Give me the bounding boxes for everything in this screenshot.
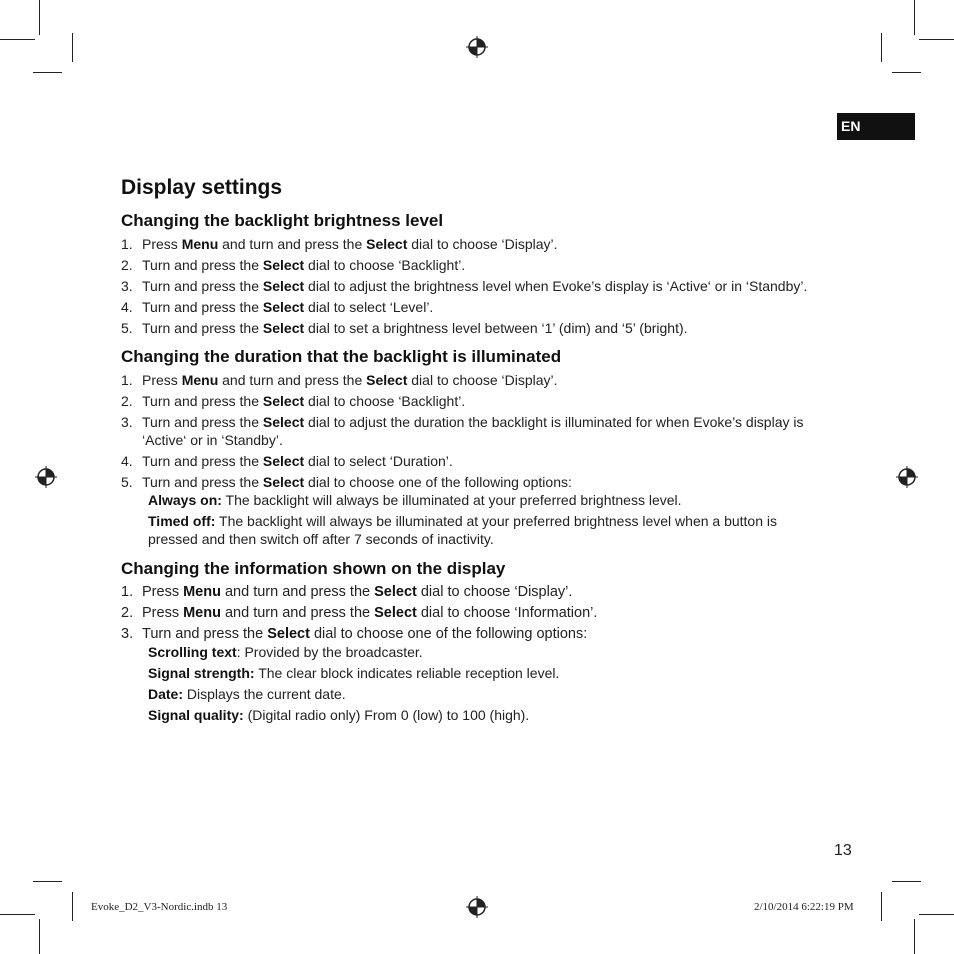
crop-mark [0, 39, 35, 40]
crop-mark [919, 39, 954, 40]
crop-mark [914, 919, 915, 954]
print-slug-filename: Evoke_D2_V3-Nordic.indb 13 [91, 901, 228, 913]
crop-mark [72, 33, 73, 62]
registration-mark-icon [466, 896, 488, 918]
section-heading: Changing the backlight brightness level [121, 211, 444, 230]
crop-mark [33, 72, 62, 73]
list-item: 2. Turn and press the Select dial to choose ‘Backlight’. [121, 393, 466, 409]
registration-mark-icon [896, 466, 918, 488]
list-item: 2. Turn and press the Select dial to choose ‘Backlight’. [121, 257, 466, 273]
crop-mark [914, 0, 915, 35]
option-item: Always on: The backlight will always be illuminated at your preferred brightness level. [148, 492, 682, 508]
page-number: 13 [834, 842, 852, 859]
crop-mark [0, 914, 35, 915]
list-item: 1. Press Menu and turn and press the Select dial to choose ‘Display’. [121, 372, 558, 388]
section-heading: Changing the information shown on the display [121, 559, 506, 578]
crop-mark [39, 919, 40, 954]
crop-mark [39, 0, 40, 35]
list-item: 3. Turn and press the Select dial to adjust the brightness level when Evoke’s display is ‘Active‘ or in ‘Standby’. [121, 278, 808, 294]
step-list [121, 583, 821, 643]
list-item: 2. Press Menu and turn and press the Select dial to choose ‘Information’. [121, 605, 598, 621]
crop-mark [72, 892, 73, 921]
list-item: 5. Turn and press the Select dial to choose one of the following options: [121, 474, 572, 490]
page-title: Display settings [121, 176, 283, 199]
language-tab: EN [837, 113, 915, 140]
option-item: Signal strength: The clear block indicates reliable reception level. [148, 665, 560, 681]
crop-mark [919, 914, 954, 915]
list-item: 5. Turn and press the Select dial to set a brightness level between ‘1’ (dim) and ‘5’ (bright). [121, 320, 688, 336]
crop-mark [33, 881, 62, 882]
list-item: 3. Turn and press the Select dial to adjust the duration the backlight is illuminated for when Evoke’s display is ‘Active‘ or in ‘Standby’. [121, 414, 804, 448]
option-item: Signal quality: (Digital radio only) From 0 (low) to 100 (high). [148, 707, 530, 723]
list-item: 1. Press Menu and turn and press the Select dial to choose ‘Display’. [121, 584, 573, 600]
list-item: 4. Turn and press the Select dial to select ‘Duration’. [121, 453, 453, 469]
list-item: 3. Turn and press the Select dial to choose one of the following options: [121, 626, 588, 642]
crop-mark [892, 881, 921, 882]
list-item: 4. Turn and press the Select dial to select ‘Level’. [121, 299, 434, 315]
option-item: Date: Displays the current date. [148, 686, 346, 702]
option-item: Scrolling text: Provided by the broadcaster. [148, 644, 423, 660]
crop-mark [881, 892, 882, 921]
step-list [121, 235, 821, 337]
print-slug-timestamp: 2/10/2014 6:22:19 PM [754, 901, 854, 913]
registration-mark-icon [35, 466, 57, 488]
registration-mark-icon [466, 36, 488, 58]
list-item: 1. Press Menu and turn and press the Select dial to choose ‘Display’. [121, 236, 558, 252]
option-item: Timed off: The backlight will always be illuminated at your preferred brightness level when a button is pressed and then switch off after 7 seconds of inactivity. [148, 513, 777, 547]
page-content [121, 172, 821, 727]
step-list [121, 371, 821, 491]
crop-mark [892, 72, 921, 73]
crop-mark [881, 33, 882, 62]
section-heading: Changing the duration that the backlight is illuminated [121, 347, 562, 366]
